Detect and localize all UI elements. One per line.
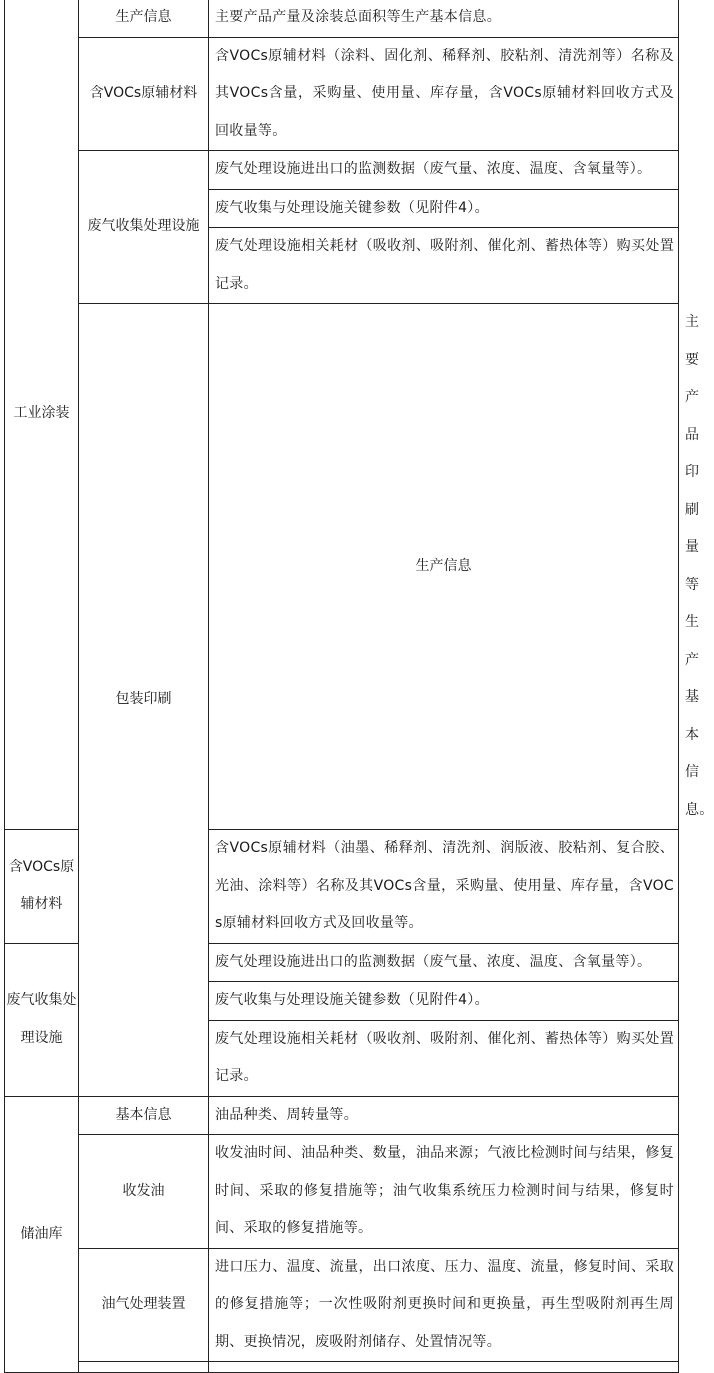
subcategory-cell: 收发油	[79, 1135, 209, 1249]
subcategory-cell: 生产信息	[79, 0, 209, 37]
subcategory-cell	[79, 1362, 209, 1373]
subcategory-cell: 生产信息	[209, 304, 679, 830]
description-cell: 废气处理设施相关耗材（吸收剂、吸附剂、催化剂、蓄热体等）购买处置记录。	[209, 228, 679, 304]
description-cell	[209, 1362, 679, 1373]
description-cell: 废气处理设施进出口的监测数据（废气量、浓度、温度、含氧量等）。	[209, 943, 679, 982]
table-row	[5, 0, 679, 37]
description-cell: 油品种类、周转量等。	[209, 1096, 679, 1135]
subcategory-cell: 基本信息	[79, 1096, 209, 1135]
table-row	[5, 1096, 679, 1135]
description-cell: 废气处理设施进出口的监测数据（废气量、浓度、温度、含氧量等）。	[209, 151, 679, 190]
subcategory-cell: 废气收集处理设施	[5, 943, 79, 1096]
table-row	[5, 37, 679, 151]
description-cell: 收发油时间、油品种类、数量，油品来源；气液比检测时间与结果，修复时间、采取的修复措施等；油气收集系统压力检测时间与结果，修复时间、采取的修复措施等。	[209, 1135, 679, 1249]
voc-records-table	[4, 0, 714, 1373]
table-row	[5, 1362, 679, 1373]
table-row	[5, 151, 679, 190]
category-cell: 包装印刷	[79, 304, 209, 1097]
description-cell: 进口压力、温度、流量，出口浓度、压力、温度、流量，修复时间、采取的修复措施等；一次性吸附剂更换时间和更换量，再生型吸附剂再生周期、更换情况，废吸附剂储存、处置情况等。	[209, 1248, 679, 1362]
table-row	[5, 1135, 679, 1249]
description-cell: 主要产品产量及涂装总面积等生产基本信息。	[209, 0, 679, 37]
description-cell: 含VOCs原辅材料（油墨、稀释剂、清洗剂、润版液、胶粘剂、复合胶、光油、涂料等）名称及其VOCs含量，采购量、使用量、库存量，含VOCs原辅材料回收方式及回收量等。	[209, 830, 679, 944]
description-cell: 废气处理设施相关耗材（吸收剂、吸附剂、催化剂、蓄热体等）购买处置记录。	[209, 1020, 679, 1096]
category-cell: 储油库	[5, 1096, 79, 1373]
description-cell: 废气收集与处理设施关键参数（见附件4）。	[209, 982, 679, 1021]
subcategory-cell: 含VOCs原辅材料	[5, 830, 79, 944]
subcategory-cell: 油气处理装置	[79, 1248, 209, 1362]
document-page	[4, 0, 714, 1373]
table-row: 包装印刷 生产信息 主要产品印刷量等生产基本信息。	[5, 304, 679, 830]
description-cell: 废气收集与处理设施关键参数（见附件4）。	[209, 189, 679, 228]
subcategory-cell: 废气收集处理设施	[79, 151, 209, 304]
table-row	[5, 1248, 679, 1362]
category-cell: 工业涂装	[5, 0, 79, 830]
subcategory-cell: 含VOCs原辅材料	[79, 37, 209, 151]
description-cell: 含VOCs原辅材料（涂料、固化剂、稀释剂、胶粘剂、清洗剂等）名称及其VOCs含量，采购量、使用量、库存量，含VOCs原辅材料回收方式及回收量等。	[209, 37, 679, 151]
